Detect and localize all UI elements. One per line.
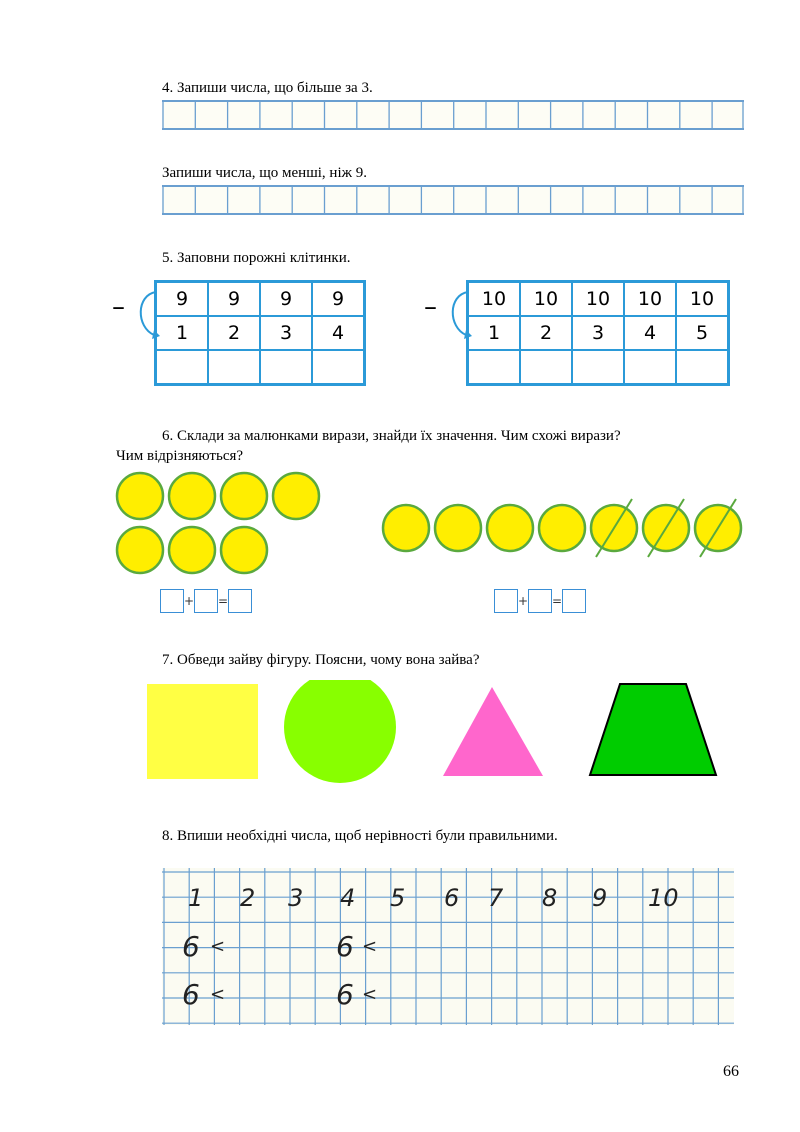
answer-cell[interactable]	[572, 350, 624, 385]
minus-sign: –	[112, 292, 125, 322]
task4-title: 4. Запиши числа, що більше за 3.	[162, 80, 373, 96]
table-cell: 3	[572, 316, 624, 350]
digit: 7	[488, 884, 504, 912]
table-cell: 2	[520, 316, 572, 350]
task6-title-line2: Чим відрізняються?	[116, 448, 244, 464]
shapes-row	[140, 680, 725, 785]
answer-grid-strip-2[interactable]	[162, 185, 744, 215]
grid-lines	[162, 185, 744, 215]
table-cell: 10	[572, 282, 624, 317]
yellow-circle	[169, 527, 215, 573]
task8-title: 8. Впиши необхідні числа, щоб нерівності були правильними.	[162, 828, 558, 844]
subtraction-table-1	[154, 280, 366, 386]
digit: 8	[542, 884, 558, 912]
answer-box[interactable]	[194, 589, 218, 613]
pink-triangle	[443, 687, 543, 776]
digit: 6	[444, 884, 460, 912]
plus-sign: +	[184, 594, 195, 608]
subtraction-table-2	[466, 280, 730, 386]
yellow-circle	[117, 527, 163, 573]
answer-cell[interactable]	[156, 350, 209, 385]
plus-sign: +	[518, 594, 529, 608]
expression-boxes-1	[160, 589, 252, 613]
table-cell: 9	[156, 282, 209, 317]
answer-cell[interactable]	[468, 350, 521, 385]
digit: 1	[188, 884, 204, 912]
inequality-number: 6	[336, 930, 354, 963]
answer-box[interactable]	[562, 589, 586, 613]
table-cell: 4	[624, 316, 676, 350]
table-cell: 2	[208, 316, 260, 350]
yellow-square	[147, 684, 258, 779]
yellow-circle	[117, 473, 163, 519]
answer-cell[interactable]	[260, 350, 312, 385]
answer-cell[interactable]	[312, 350, 365, 385]
task7-title: 7. Обведи зайву фігуру. Поясни, чому вона зайва?	[162, 652, 480, 668]
inequality-number: 6	[182, 978, 200, 1011]
yellow-circle	[539, 505, 585, 551]
circles-group-1	[112, 468, 332, 583]
table-cell: 1	[156, 316, 209, 350]
green-circle	[284, 680, 396, 783]
yellow-circle	[383, 505, 429, 551]
answer-grid-strip-1[interactable]	[162, 100, 744, 130]
circles-group-2	[380, 495, 745, 565]
table-cell: 10	[468, 282, 521, 317]
equals-sign: =	[552, 594, 563, 608]
less-than-sign: <	[210, 984, 226, 1005]
answer-cell[interactable]	[676, 350, 729, 385]
table-cell: 10	[520, 282, 572, 317]
table-cell: 4	[312, 316, 365, 350]
table-cell: 9	[208, 282, 260, 317]
inequality-number: 6	[336, 978, 354, 1011]
green-trapezoid	[590, 684, 716, 775]
answer-box[interactable]	[528, 589, 552, 613]
page-number: 66	[723, 1063, 739, 1080]
digit: 3	[288, 884, 304, 912]
digit: 4	[340, 884, 356, 912]
less-than-sign: <	[362, 936, 378, 957]
less-than-sign: <	[210, 936, 226, 957]
digit: 9	[592, 884, 608, 912]
answer-box[interactable]	[228, 589, 252, 613]
table-cell: 10	[624, 282, 676, 317]
digit: 10	[648, 884, 679, 912]
less-than-sign: <	[362, 984, 378, 1005]
minus-sign: –	[424, 292, 437, 322]
yellow-circle	[435, 505, 481, 551]
answer-box[interactable]	[160, 589, 184, 613]
inequality-number: 6	[182, 930, 200, 963]
task6-title-line1: 6. Склади за малюнками вирази, знайди їх значення. Чим схожі вирази?	[162, 428, 621, 444]
answer-cell[interactable]	[208, 350, 260, 385]
equals-sign: =	[218, 594, 229, 608]
table-cell: 9	[260, 282, 312, 317]
table-cell: 5	[676, 316, 729, 350]
answer-box[interactable]	[494, 589, 518, 613]
yellow-circle	[221, 527, 267, 573]
table-cell: 9	[312, 282, 365, 317]
answer-cell[interactable]	[624, 350, 676, 385]
digit: 5	[390, 884, 406, 912]
expression-boxes-2	[494, 589, 586, 613]
yellow-circle	[487, 505, 533, 551]
yellow-circle	[221, 473, 267, 519]
table-cell: 10	[676, 282, 729, 317]
table-cell: 1	[468, 316, 521, 350]
task5-title: 5. Заповни порожні клітинки.	[162, 250, 351, 266]
yellow-circle	[169, 473, 215, 519]
digit: 2	[240, 884, 256, 912]
yellow-circle	[273, 473, 319, 519]
answer-cell[interactable]	[520, 350, 572, 385]
table-cell: 3	[260, 316, 312, 350]
task4-subtitle: Запиши числа, що менші, ніж 9.	[162, 165, 367, 181]
grid-lines	[162, 100, 744, 130]
